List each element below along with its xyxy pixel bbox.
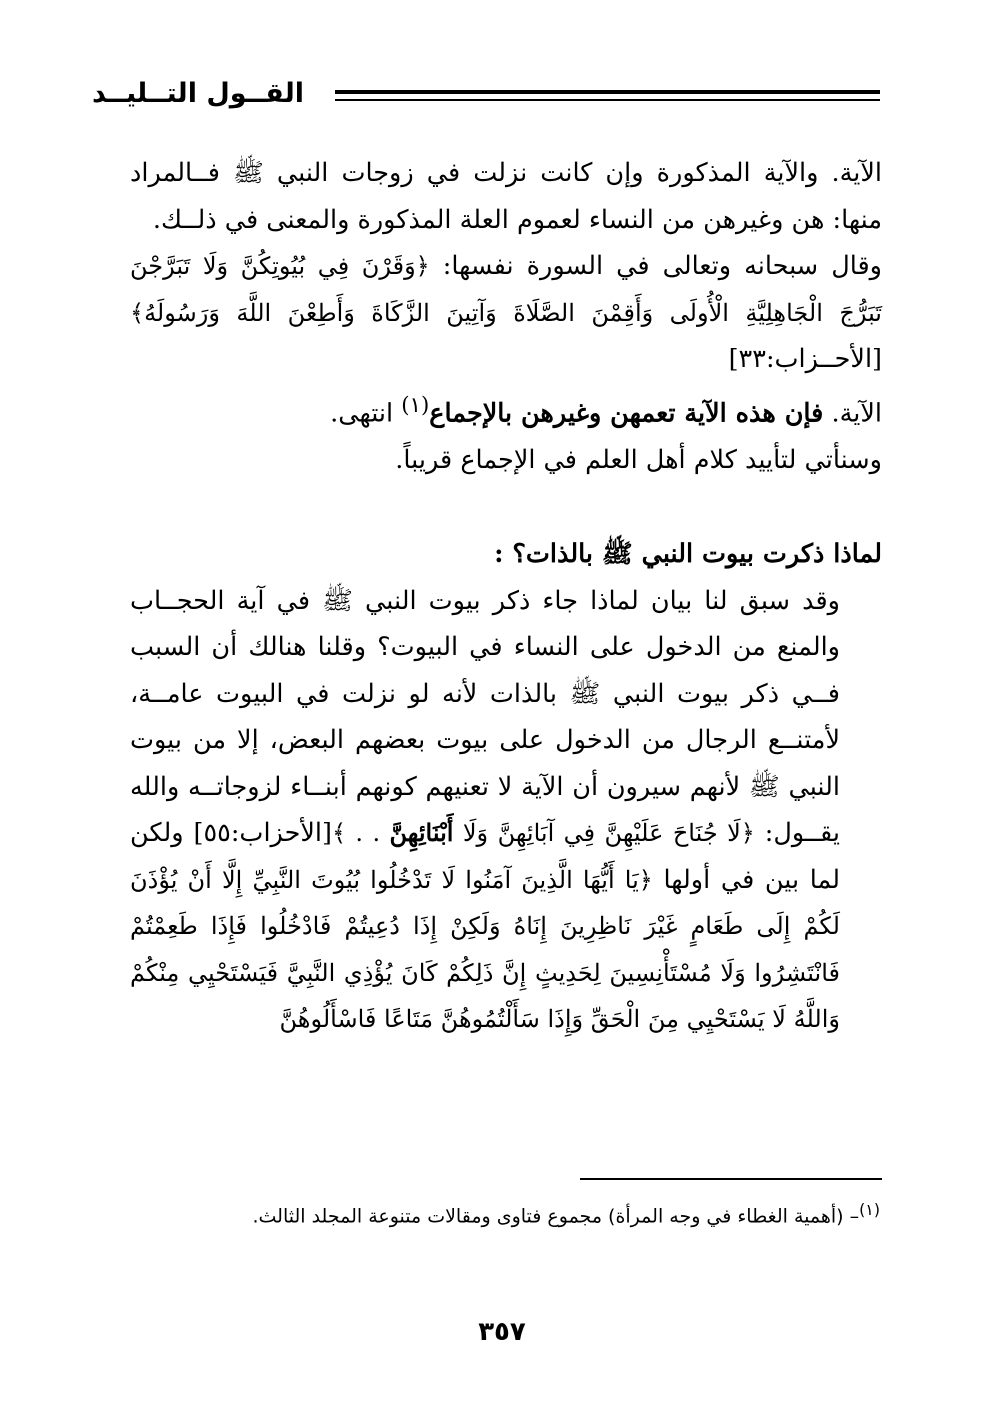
paragraph-text: الآية. والآية المذكورة وإن كانت نزلت في زوجات النبي ﷺ فــالمراد منها: هن وغيرهن من النساء لعموم العلة المذكورة والمعنى في ذلــك. — [130, 158, 882, 235]
paragraph — [130, 578, 882, 1043]
verse-reference: [الأحزاب:٥٥] — [193, 818, 332, 848]
quran-verse-bold: أَبْنَائِهِنَّ — [389, 818, 454, 847]
paragraph-text: وقال سبحانه وتعالى في السورة نفسها: — [429, 251, 882, 281]
paragraph-text: وقد سبق لنا بيان لماذا جاء ذكر بيوت النبي ﷺ في آية الحجــاب والمنع من الدخول على النساء في البيوت؟ وقلنا هنالك أن السبب فــي ذكر بيوت النبي ﷺ بالذات لأنه لو نزلت في البيوت عامــة، لأمتنــع الرجال من الدخول على بيوت بعضهم البعض، إلا من بيوت النبي ﷺ لأنهم سيرون أن الآية لا تعنيهم كونهم أبنــاء لزوجاتــه والله يقــول: — [130, 585, 841, 848]
footnote-text: – (أهمية الغطاء في وجه المرأة) مجموع فتاوى ومقالات متنوعة المجلد الثالث. — [252, 1205, 860, 1228]
section-heading: لماذا ذكرت بيوت النبي ﷺ بالذات؟ : — [494, 539, 882, 569]
quran-verse: . . ﴾ — [331, 819, 390, 847]
paragraph-text: ولكن لما بين في أولها — [130, 818, 840, 895]
paragraph-text: انتهى. — [330, 398, 402, 428]
paragraph — [130, 150, 882, 243]
footnote-rule — [580, 1178, 882, 1180]
page-number: ٣٥٧ — [478, 1317, 526, 1347]
header-rule — [335, 90, 880, 101]
body-text — [130, 150, 882, 1043]
paragraph — [130, 383, 882, 437]
paragraph-text: الآية. — [823, 398, 882, 428]
quran-verse: ﴿وَقَرْنَ فِي بُيُوتِكُنَّ وَلَا تَبَرَّجْنَ تَبَرُّجَ الْجَاهِلِيَّةِ الْأُولَى وَأَقِمْنَ الصَّلَاةَ وَآتِينَ الزَّكَاةَ وَأَطِعْنَ اللَّهَ وَرَسُولَهُ﴾ — [130, 252, 882, 327]
footnote — [180, 1196, 880, 1230]
bold-text: فإن هذه الآية تعمهن وغيرهن بالإجماع — [429, 398, 824, 428]
footnote-marker: (١) — [401, 392, 430, 418]
paragraph — [130, 437, 882, 484]
paragraph — [130, 243, 882, 383]
verse-reference: [الأحــزاب:٣٣] — [728, 344, 882, 374]
paragraph-text: وسنأتي لتأييد كلام أهل العلم في الإجماع قريباً. — [395, 444, 882, 475]
footnote-marker: (١) — [859, 1200, 880, 1219]
quran-verse: ﴿يَا أَيُّهَا الَّذِينَ آمَنُوا لَا تَدْخُلُوا بُيُوتَ النَّبِيِّ إِلَّا أَنْ يُؤْذَنَ لَكُمْ إِلَى طَعَامٍ غَيْرَ نَاظِرِينَ إِنَاهُ وَلَكِنْ إِذَا دُعِيتُمْ فَادْخُلُوا فَإِذَا طَعِمْتُمْ فَانْتَشِرُوا وَلَا مُسْتَأْنِسِينَ لِحَدِيثٍ إِنَّ ذَلِكُمْ كَانَ يُؤْذِي النَّبِيَّ فَيَسْتَحْيِي مِنْكُمْ وَاللَّهُ لَا يَسْتَحْيِي مِنَ الْحَقِّ وَإِذَا سَأَلْتُمُوهُنَّ مَتَاعًا فَاسْأَلُوهُنَّ — [130, 865, 840, 1033]
quran-verse: ﴿لَا جُنَاحَ عَلَيْهِنَّ فِي آبَائِهِنَّ وَلَا — [453, 819, 755, 847]
spacer — [130, 483, 882, 531]
running-title: القــول التــليــد — [91, 78, 304, 109]
